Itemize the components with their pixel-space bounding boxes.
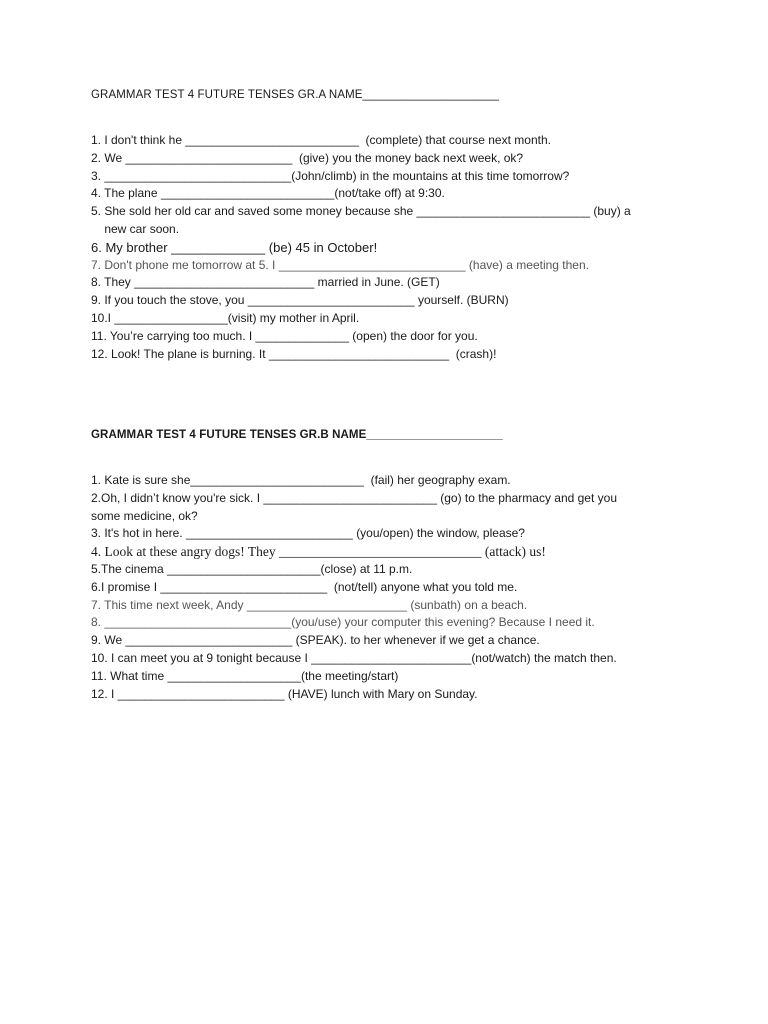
question-b-2: 2.Oh, I didn’t know you're sick. I __________________________ (go) to the pharmacy and get you some medicine, ok? — [91, 490, 617, 523]
test-section-a — [91, 88, 691, 363]
question-b-7: 7. This time next week, Andy ________________________ (sunbath) on a beach. — [91, 597, 528, 612]
question-b-3: 3. It's hot in here. _________________________ (you/open) the window, please? — [91, 526, 525, 541]
question-a-6: 6. My brother _____________ (be) 45 in October! — [91, 239, 378, 255]
section-b-title: GRAMMAR TEST 4 FUTURE TENSES GR.B NAME_____________________ — [91, 429, 503, 441]
question-a-7: 7. Don't phone me tomorrow at 5. I ____________________________ (have) a meeting then. — [91, 257, 589, 272]
question-b-1: 1. Kate is sure she__________________________ (fail) her geography exam. — [91, 473, 511, 487]
question-a-5: 5. She sold her old car and saved some money because she __________________________ (buy) a new car soon. — [91, 204, 631, 236]
section-a-questions — [91, 132, 691, 363]
question-a-2: 2. We _________________________ (give) you the money back next week, ok? — [91, 150, 524, 165]
question-b-9: 9. We _________________________ (SPEAK). to her whenever if we get a chance. — [91, 633, 540, 648]
question-b-5: 5.The cinema _______________________(close) at 11 p.m. — [91, 561, 413, 576]
section-b-questions — [91, 472, 691, 703]
question-a-10: 10.I _________________(visit) my mother in April. — [91, 310, 360, 325]
question-a-9: 9. If you touch the stove, you _________________________ yourself. (BURN) — [91, 293, 509, 308]
question-a-11: 11. You’re carrying too much. I ______________ (open) the door for you. — [91, 328, 478, 343]
question-a-8: 8. They ___________________________ married in June. (GET) — [91, 275, 440, 290]
question-a-3: 3. ____________________________(John/climb) in the mountains at this time tomorrow? — [91, 168, 570, 183]
question-b-12: 12. I _________________________ (HAVE) lunch with Mary on Sunday. — [91, 686, 478, 701]
question-b-10: 10. I can meet you at 9 tonight because I ________________________(not/watch) the match then. — [91, 650, 617, 665]
question-a-1: 1. I don't think he __________________________ (complete) that course next month. — [91, 133, 551, 147]
test-section-b — [91, 428, 691, 703]
question-a-4: 4. The plane __________________________(not/take off) at 9:30. — [91, 186, 445, 201]
question-a-12: 12. Look! The plane is burning. It ___________________________ (crash)! — [91, 346, 497, 361]
section-a-title: GRAMMAR TEST 4 FUTURE TENSES GR.A NAME_____________________ — [91, 89, 499, 101]
question-b-8: 8. ____________________________(you/use) your computer this evening? Because I need it. — [91, 615, 595, 630]
question-b-11: 11. What time ____________________(the meeting/start) — [91, 668, 399, 683]
question-b-4: 4. Look at these angry dogs! They ______________________________ (attack) us! — [91, 544, 546, 560]
question-b-6: 6.I promise I _________________________ (not/tell) anyone what you told me. — [91, 579, 518, 594]
